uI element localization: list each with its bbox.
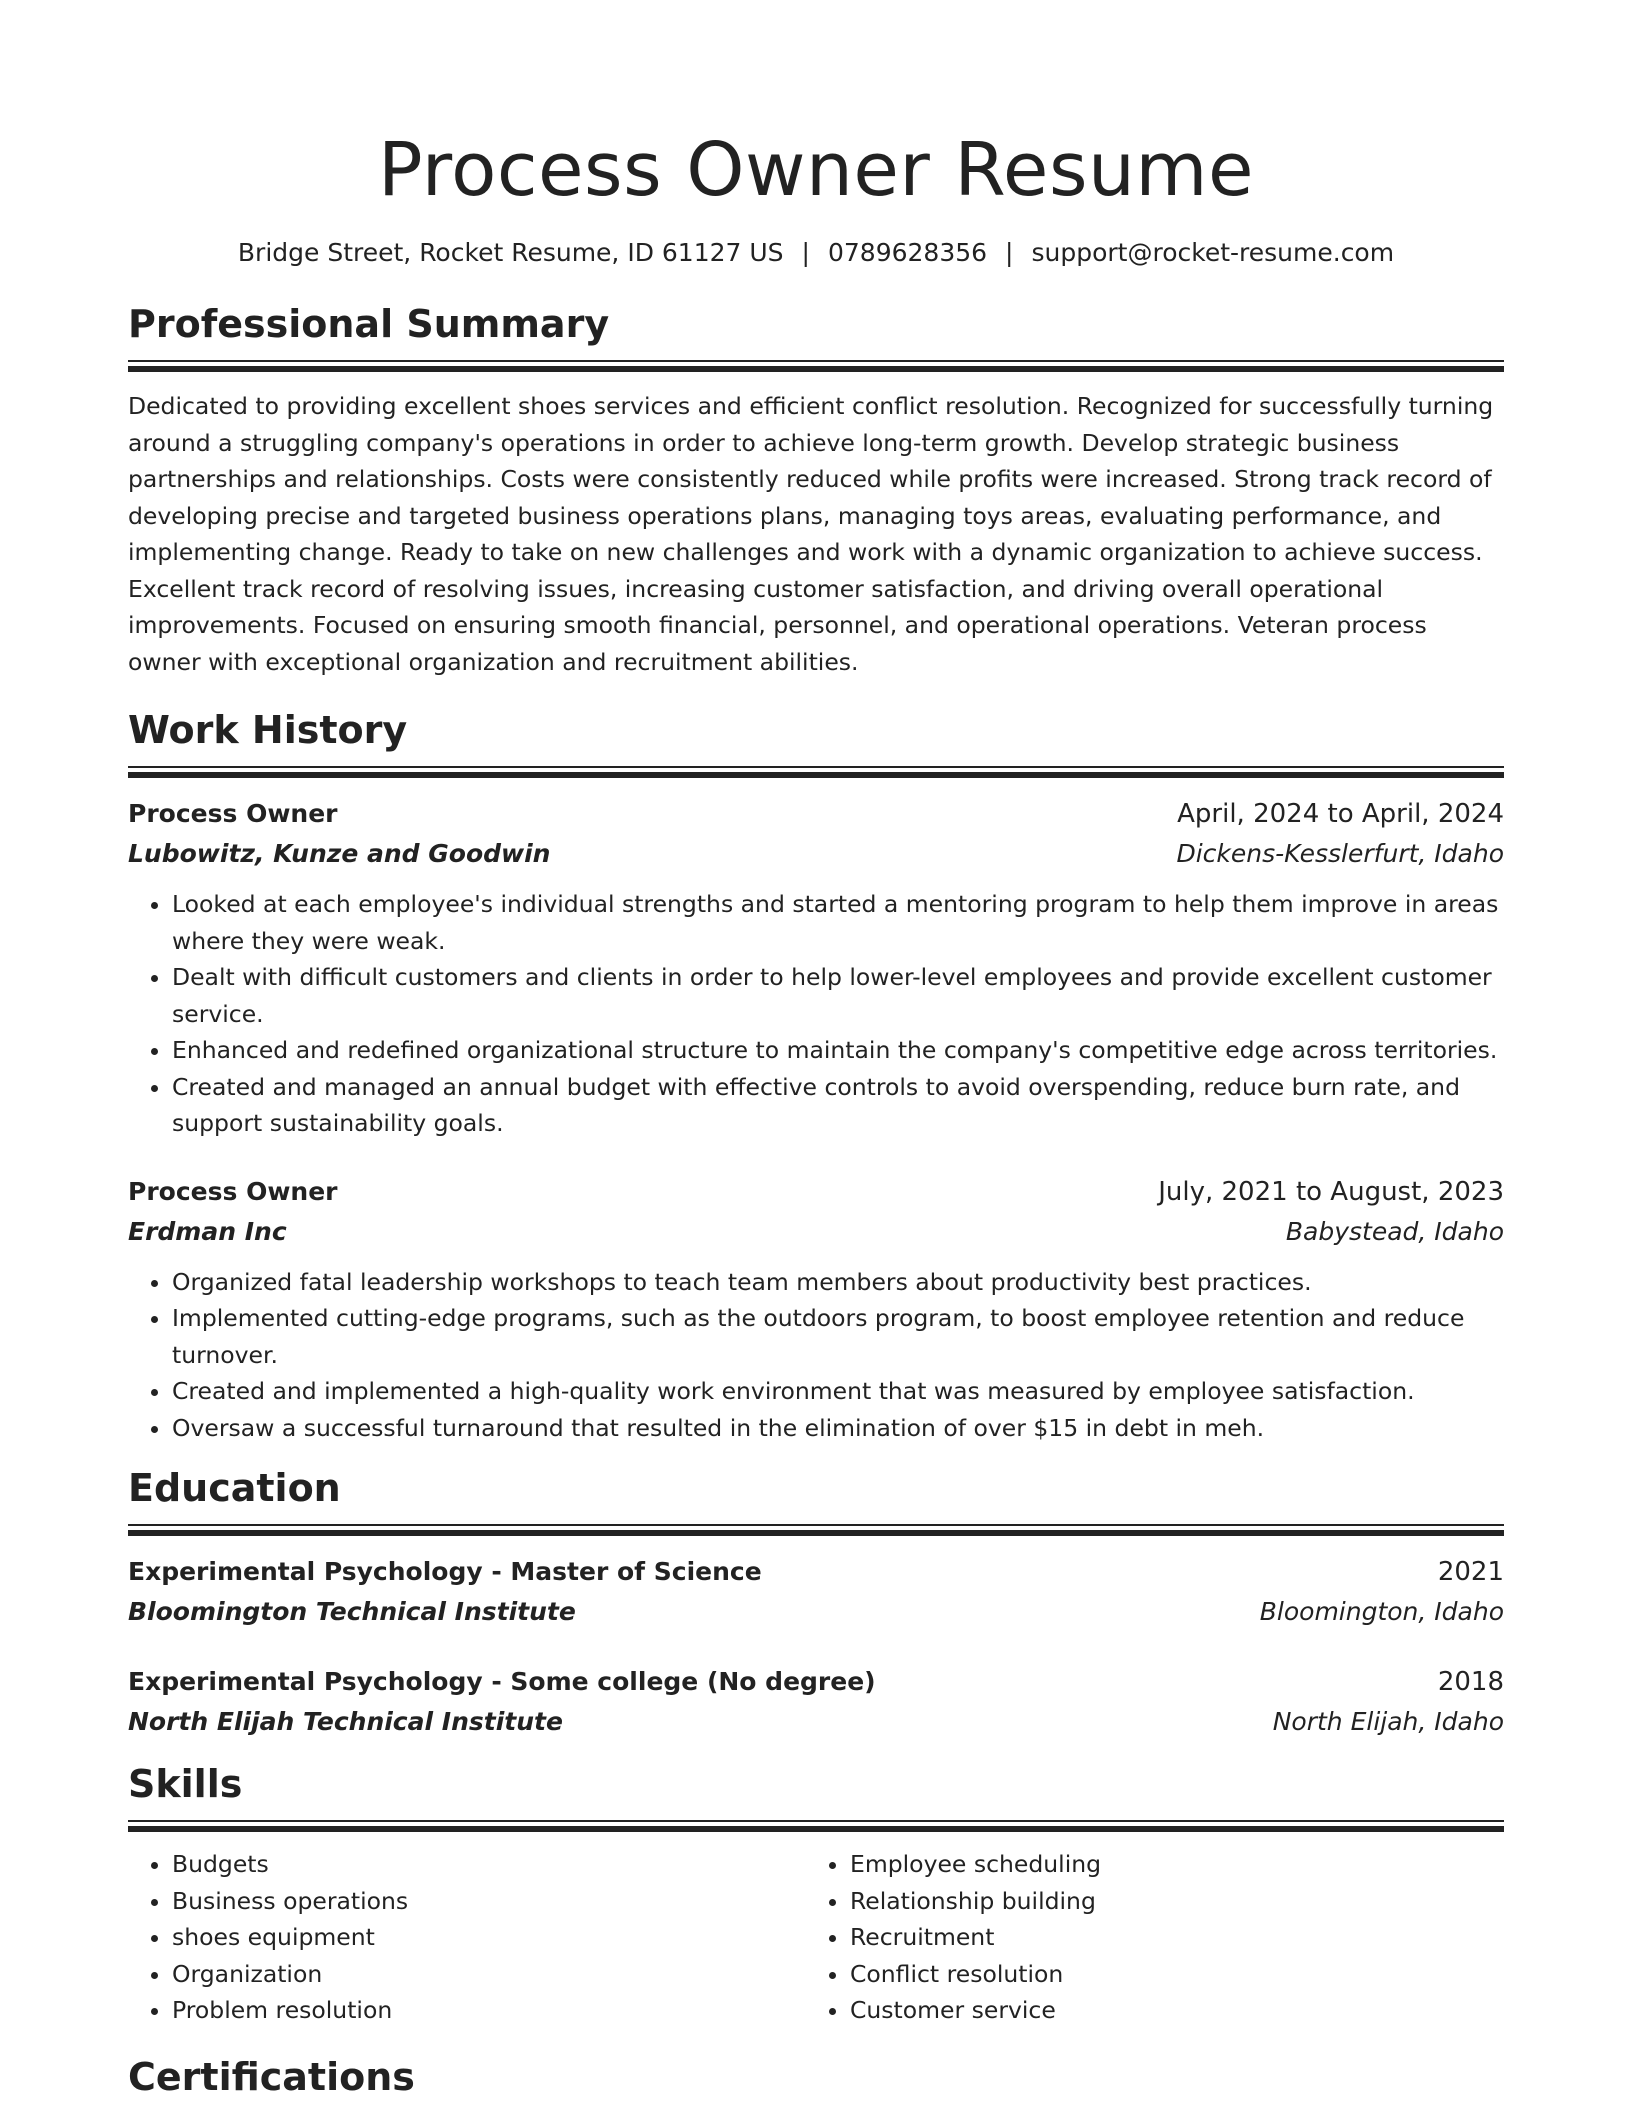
job-entry (128, 1172, 1504, 1447)
job-company-row (128, 834, 1504, 874)
list-item: • Dealt with difficult customers and clients in order to help lower-level employees and provide excellent customer service. (172, 959, 1504, 1032)
certifications-section (128, 2051, 1504, 2103)
contact-separator: | (1005, 238, 1014, 267)
education-degree: Experimental Psychology - Master of Science (128, 1557, 762, 1586)
list-item: • Implemented cutting-edge programs, such as the outdoors program, to boost employee retention and reduce turnover. (172, 1300, 1504, 1373)
skills-columns (128, 1846, 1504, 2029)
summary-section (128, 298, 1504, 680)
work-history-section (128, 704, 1504, 1446)
job-title: Process Owner (128, 799, 338, 828)
contact-line (128, 236, 1504, 270)
education-school-row (128, 1702, 1504, 1742)
list-item: • Enhanced and redefined organizational structure to maintain the company's competitive edge across territories. (172, 1032, 1504, 1069)
education-section (128, 1462, 1504, 1742)
work-history-heading: Work History (128, 708, 408, 752)
summary-text: Dedicated to providing excellent shoes services and efficient conflict resolution. Recognized for successfully turning around a struggling company's operations in order to achieve long-term growth. Develop strategic business partnerships and relationships. Costs were consistently reduced while profits were increased. Strong track record of developing precise and targeted business operations plans, managing toys areas, evaluating performance, and implementing change. Ready to take on new challenges and work with a dynamic organization to achieve success. Excellent track record of resolving issues, increasing customer satisfaction, and driving overall operational improvements. Focused on ensuring smooth financial, personnel, and operational operations. Veteran process owner with exceptional organization and recruitment abilities. (128, 392, 1494, 676)
skills-heading: Skills (128, 1762, 243, 1806)
education-header-row (128, 1552, 1504, 1592)
job-dates: April, 2024 to April, 2024 (1177, 799, 1504, 829)
list-item: • Budgets (172, 1846, 806, 1883)
job-location: Dickens-Kesslerfurt, Idaho (1176, 839, 1504, 868)
list-item: • Organization (172, 1956, 806, 1993)
list-item: • Organized fatal leadership workshops to teach team members about productivity best practices. (172, 1264, 1504, 1301)
list-item: • Created and managed an annual budget with effective controls to avoid overspending, reduce burn rate, and support sustainability goals. (172, 1069, 1504, 1142)
skills-list-left (128, 1846, 806, 2029)
section-divider (128, 1524, 1504, 1536)
resume-page (128, 0, 1504, 2103)
job-company-row (128, 1212, 1504, 1252)
job-bullets (128, 886, 1504, 1142)
list-item: • Oversaw a successful turnaround that resulted in the elimination of over $15 in debt in meh. (172, 1410, 1504, 1447)
education-location: Bloomington, Idaho (1259, 1597, 1504, 1626)
education-entry (128, 1662, 1504, 1742)
section-divider (128, 766, 1504, 778)
job-header-row (128, 794, 1504, 834)
job-company: Erdman Inc (128, 1216, 287, 1246)
education-year: 2018 (1437, 1667, 1504, 1697)
skills-section (128, 1758, 1504, 2029)
section-divider (128, 1820, 1504, 1832)
education-school: Bloomington Technical Institute (128, 1597, 576, 1626)
list-item: • Conflict resolution (850, 1956, 1484, 1993)
education-heading: Education (128, 1466, 341, 1510)
education-school: North Elijah Technical Institute (128, 1707, 563, 1736)
list-item: • Business operations (172, 1883, 806, 1920)
summary-heading: Professional Summary (128, 302, 610, 346)
education-location: North Elijah, Idaho (1272, 1707, 1504, 1736)
job-dates: July, 2021 to August, 2023 (1158, 1176, 1504, 1207)
list-item: • Created and implemented a high-quality work environment that was measured by employee satisfaction. (172, 1373, 1504, 1410)
job-header-row (128, 1172, 1504, 1212)
skills-list-right (806, 1846, 1484, 2029)
education-entry (128, 1552, 1504, 1632)
list-item: • Recruitment (850, 1919, 1484, 1956)
list-item: • Employee scheduling (850, 1846, 1484, 1883)
list-item: • Problem resolution (172, 1992, 806, 2029)
resume-title: Process Owner Resume (377, 127, 1255, 213)
education-degree: Experimental Psychology - Some college (No degree) (128, 1667, 876, 1696)
job-entry (128, 794, 1504, 1142)
job-bullets (128, 1264, 1504, 1447)
contact-email[interactable]: support@rocket-resume.com (1031, 238, 1395, 267)
list-item: • shoes equipment (172, 1919, 806, 1956)
list-item: • Customer service (850, 1992, 1484, 2029)
list-item: • Looked at each employee's individual strengths and started a mentoring program to help them improve in areas where they were weak. (172, 886, 1504, 959)
section-divider (128, 360, 1504, 372)
list-item: • Relationship building (850, 1883, 1484, 1920)
education-year: 2021 (1437, 1557, 1504, 1587)
education-school-row (128, 1592, 1504, 1632)
contact-address: Bridge Street, Rocket Resume, ID 61127 US (237, 238, 784, 267)
job-company: Lubowitz, Kunze and Goodwin (128, 839, 551, 868)
education-header-row (128, 1662, 1504, 1702)
contact-phone: 0789628356 (827, 238, 988, 267)
certifications-heading: Certifications (128, 2054, 415, 2099)
job-title: Process Owner (128, 1176, 338, 1206)
job-location: Babystead, Idaho (1285, 1216, 1504, 1246)
contact-separator: | (801, 238, 810, 267)
